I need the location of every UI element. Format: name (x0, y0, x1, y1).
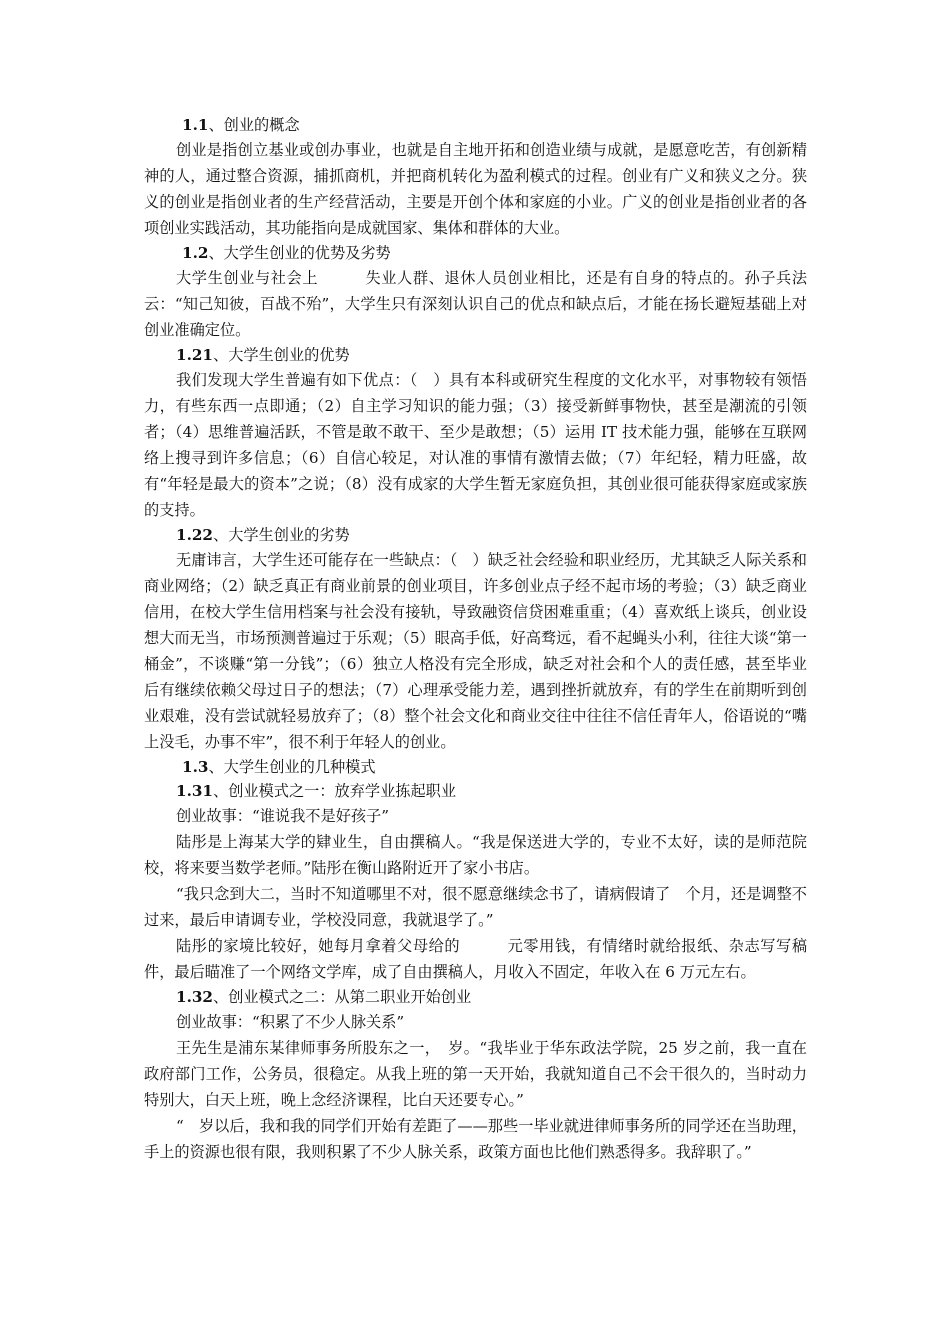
story-paragraph-4: 王先生是浦东某律师事务所股东之一， 岁。“我毕业于华东政法学院，25 岁之前，我一直在政府部门工作，公务员，很稳定。从我上班的第一天开始，我就知道自己不会干很久的，当时动力特别大，白天上班，晚上念经济课程，比白天还要专心。” (144, 1039, 807, 1109)
section-heading-1-31 (144, 779, 807, 803)
heading-text: 、创业的概念 (208, 116, 300, 134)
heading-text: 、大学生创业的优势 (213, 346, 350, 364)
heading-number: 1.22 (176, 526, 213, 544)
story-paragraph-5: “ 岁以后，我和我的同学们开始有差距了——那些一毕业就进律师事务所的同学还在当助理，手上的资源也很有限，我则积累了不少人脉关系，政策方面也比他们熟悉得多。我辞职了。” (144, 1117, 807, 1161)
paragraph-comparison: 大学生创业与社会上 失业人群、退休人员创业相比，还是有自身的特点的。孙子兵法云：“知己知彼，百战不殆”，大学生只有深刻认识自己的优点和缺点后，才能在扬长避短基础上对创业准确定位。 (144, 269, 807, 339)
story-title-2: 创业故事：“积累了不少人脉关系” (176, 1013, 405, 1031)
heading-text: 、大学生创业的几种模式 (208, 758, 376, 776)
paragraph-definition: 创业是指创立基业或创办事业，也就是自主地开拓和创造业绩与成就，是愿意吃苦，有创新精神的人，通过整合资源，捕抓商机，并把商机转化为盈利模式的过程。创业有广义和狭义之分。狭义的创业是指创业者的生产经营活动，主要是开创个体和家庭的小业。广义的创业是指创业者的各项创业实践活动，其功能指向是成就国家、集体和群体的大业。 (144, 141, 807, 237)
story-paragraph-2: “我只念到大二，当时不知道哪里不对，很不愿意继续念书了，请病假请了 个月，还是调整不过来，最后申请调专业，学校没同意，我就退学了。” (144, 885, 807, 929)
paragraph-advantages: 我们发现大学生普遍有如下优点：（ ）具有本科或研究生程度的文化水平，对事物较有领悟力，有些东西一点即通；（2）自主学习知识的能力强；（3）接受新鲜事物快，甚至是潮流的引领者；（4）思维普遍活跃，不管是敢不敢干、至少是敢想；（5）运用 IT 技术能力强，能够在互联网络上搜寻到许多信息；（6）自信心较足，对认准的事情有激情去做；（7）年纪轻，精力旺盛，故有“年轻是最大的资本”之说；（8）没有成家的大学生暂无家庭负担，其创业很可能获得家庭或家族的支持。 (144, 371, 807, 519)
section-heading-1-32 (144, 985, 807, 1009)
story-paragraph-3: 陆彤的家境比较好，她每月拿着父母给的 元零用钱，有情绪时就给报纸、杂志写写稿件，最后瞄准了一个网络文学库，成了自由撰稿人，月收入不固定，年收入在 6 万元左右。 (144, 937, 807, 981)
heading-number: 1.2 (182, 244, 209, 262)
document-page (144, 113, 807, 1165)
heading-number: 1.21 (176, 346, 213, 364)
heading-text: 、创业模式之二：从第二职业开始创业 (213, 988, 472, 1006)
heading-text: 、大学生创业的劣势 (213, 526, 350, 544)
heading-text: 、大学生创业的优势及劣势 (208, 244, 391, 262)
section-heading-1-22 (144, 523, 807, 547)
heading-number: 1.1 (182, 116, 209, 134)
paragraph-disadvantages: 无庸讳言，大学生还可能存在一些缺点：（ ）缺乏社会经验和职业经历，尤其缺乏人际关系和商业网络；（2）缺乏真正有商业前景的创业项目，许多创业点子经不起市场的考验；（3）缺乏商业信用，在校大学生信用档案与社会没有接轨，导致融资信贷困难重重；（4）喜欢纸上谈兵，创业设想大而无当，市场预测普遍过于乐观；（5）眼高手低，好高骛远，看不起蝇头小利，往往大谈“第一桶金”，不谈赚“第一分钱”；（6）独立人格没有完全形成，缺乏对社会和个人的责任感，甚至毕业后有继续依赖父母过日子的想法；（7）心理承受能力差，遇到挫折就放弃，有的学生在前期听到创业艰难，没有尝试就轻易放弃了；（8）整个社会文化和商业交往中往往不信任青年人，俗语说的“嘴上没毛，办事不牢”，很不利于年轻人的创业。 (144, 551, 807, 751)
heading-number: 1.31 (176, 782, 213, 800)
story-paragraph-1: 陆彤是上海某大学的肄业生，自由撰稿人。“我是保送进大学的，专业不太好，读的是师范院校，将来要当数学老师。”陆彤在衡山路附近开了家小书店。 (144, 833, 807, 877)
heading-number: 1.3 (182, 758, 209, 776)
section-heading-1-1 (144, 113, 807, 137)
section-heading-1-21 (144, 343, 807, 367)
story-title-1: 创业故事：“谁说我不是好孩子” (176, 807, 389, 825)
section-heading-1-3 (144, 755, 807, 779)
section-heading-1-2 (144, 241, 807, 265)
heading-text: 、创业模式之一：放弃学业拣起职业 (213, 782, 456, 800)
heading-number: 1.32 (176, 988, 213, 1006)
